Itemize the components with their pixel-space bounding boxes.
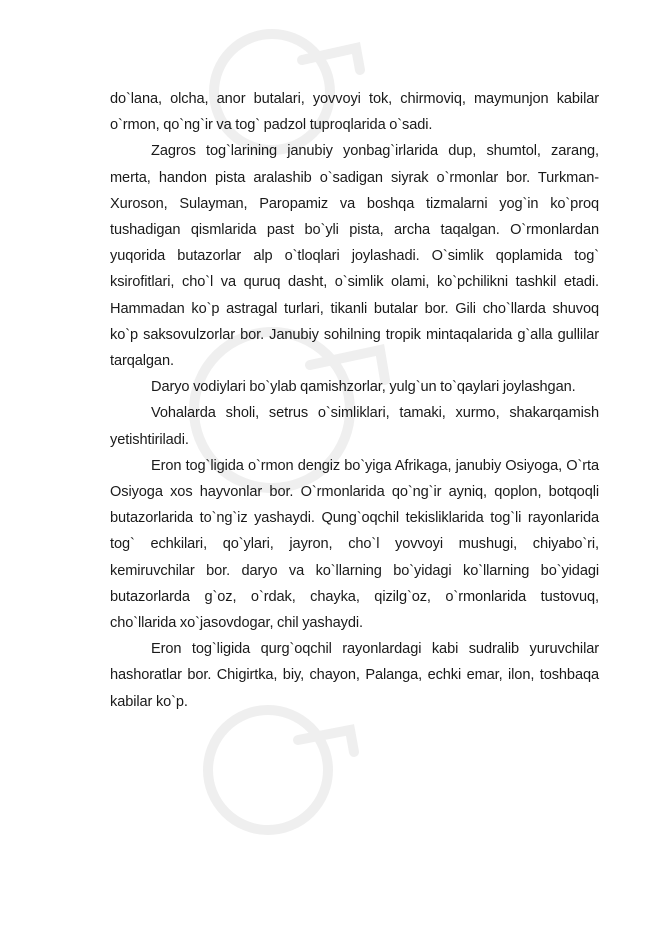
document-page	[110, 86, 599, 715]
paragraph-6: Eron tog`ligida qurg`oqchil rayonlardagi kabi sudralib yuruvchilar hashoratlar bor. Chigirtka, biy, chayon, Palanga, echki emar, ilon, toshbaqa kabilar ko`p.	[110, 641, 599, 710]
paragraph-2: Zagros tog`larining janubiy yonbag`irlarida dup, shumtol, zarang, merta, handon pista aralashib o`sadigan siyrak o`rmonlar bor. Turkman-Xuroson, Sulayman, Paropamiz va boshqa tizmalarni yog`in ko`proq tushadigan qismlarida past bo`yli pista, archa taqalgan. O`rmonlardan yuqorida butazorlar alp o`tloqlari joylashadi. O`simlik qoplamida tog` ksirofitlari, cho`l va quruq dasht, o`simlik olami, ko`pchilikni tashkil etadi. Hammadan ko`p astragal turlari, tikanli butalar bor. Gili cho`llarda shuvoq ko`p saksovulzorlar bor. Janubiy sohilning tropik mintaqalarida g`alla gullilar tarqalgan.	[110, 143, 599, 370]
paragraph-3: Daryo vodiylari bo`ylab qamishzorlar, yulg`un to`qaylari joylashgan.	[151, 379, 576, 396]
paragraph-4: Vohalarda sholi, setrus o`simliklari, tamaki, xurmo, shakarqamish yetishtiriladi.	[110, 405, 599, 448]
paragraph-5: Eron tog`ligida o`rmon dengiz bo`yiga Afrikaga, janubiy Osiyoga, O`rta Osiyoga xos hayvonlar bor. O`rmonlarida qo`ng`ir ayniq, qoplon, botqoqli butazorlarida to`ng`iz yashaydi. Qung`oqchil tekisliklarida tog`li rayonlarida tog` echkilari, qo`ylari, jayron, cho`l yovvoyi mushugi, chiyabo`ri, kemiruvchilar bor. daryo va ko`llarning bo`yidagi ko`llarning bo`yidagi butazorlarda g`oz, o`rdak, chayka, qizilg`oz, o`rmonlarida tustovuq, cho`llarida xo`jasovdogar, chil yashaydi.	[110, 457, 599, 632]
paragraph-1: do`lana, olcha, anor butalari, yovvoyi tok, chirmoviq, maymunjon kabilar o`rmon, qo`ng`ir va tog` padzol tuproqlarida o`sadi.	[110, 91, 599, 134]
